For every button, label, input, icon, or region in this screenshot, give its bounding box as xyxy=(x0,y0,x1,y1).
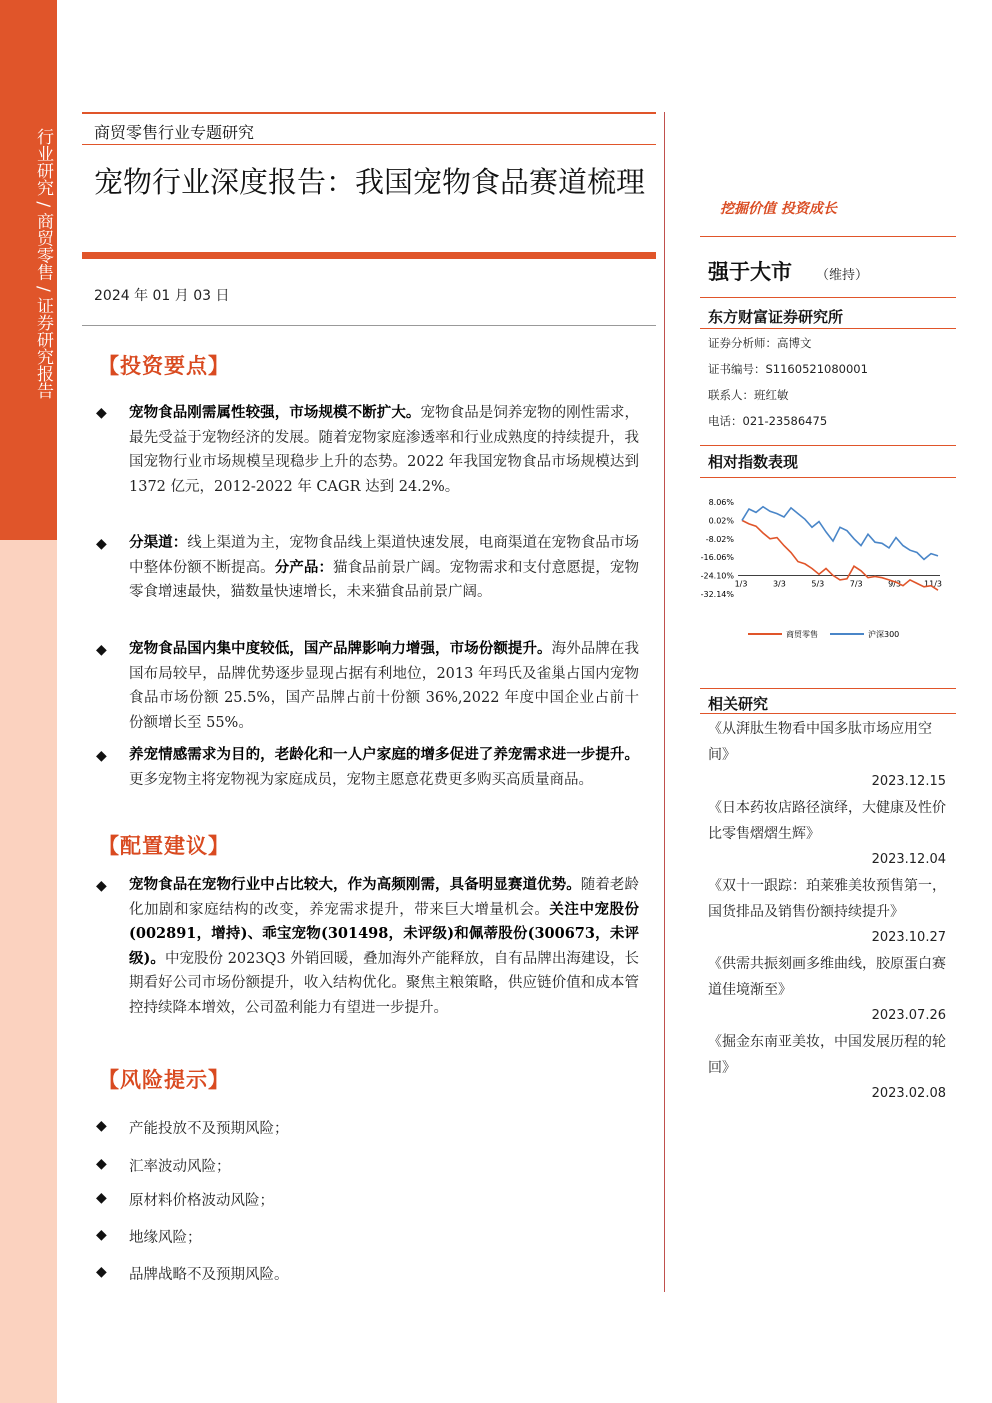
sidebar-band-light xyxy=(0,540,57,1403)
right-rule xyxy=(700,297,956,298)
date-rule xyxy=(82,325,656,326)
x-tick-label: 11/3 xyxy=(924,579,942,589)
report-series: 商贸零售行业专题研究 xyxy=(94,123,255,142)
report-title: 宠物行业深度报告：我国宠物食品赛道梳理 xyxy=(94,165,646,199)
related-report-date: 2023.12.04 xyxy=(871,852,946,867)
risk-item: 产能投放不及预期风险； xyxy=(129,1121,289,1137)
series-line xyxy=(742,507,938,560)
right-rule xyxy=(700,328,956,329)
y-tick-label: -24.10% xyxy=(700,571,734,581)
section-heading-config: 【配置建议】 xyxy=(98,833,230,858)
bullet-icon: ◆ xyxy=(96,536,107,552)
header-rule xyxy=(82,112,656,114)
y-tick-label: 0.02% xyxy=(708,516,734,526)
related-report-date: 2023.07.26 xyxy=(871,1008,946,1023)
report-date: 2024 年 01 月 03 日 xyxy=(94,288,230,304)
legend-label: 沪深300 xyxy=(868,630,900,639)
right-rule xyxy=(700,713,956,714)
risk-item: 品牌战略不及预期风险。 xyxy=(129,1267,289,1283)
sidebar-label: 行业研究 / 商贸零售 / 证券研究报告 xyxy=(33,128,53,400)
bullet-icon: ◆ xyxy=(96,405,107,421)
risk-item: 汇率波动风险； xyxy=(129,1159,231,1175)
section-heading-invest: 【投资要点】 xyxy=(98,353,230,378)
related-report-title[interactable]: 《从湃肽生物看中国多肽市场应用空间》 xyxy=(708,721,932,763)
related-report-date: 2023.12.15 xyxy=(871,774,946,789)
bullet-icon: ◆ xyxy=(96,642,107,658)
series-rule xyxy=(82,144,656,145)
risk-item: 地缘风险； xyxy=(129,1230,202,1246)
chart-heading: 相对指数表现 xyxy=(708,453,799,471)
x-tick-label: 1/3 xyxy=(734,579,748,589)
rating-sub: （维持） xyxy=(816,268,869,283)
point-paragraph: 养宠情感需求为目的，老龄化和一人户家庭的增多促进了养宠需求进一步提升。更多宠物主将宠物视为家庭成员，宠物主愿意花费更多购买高质量商品。 xyxy=(129,746,639,788)
right-rule xyxy=(700,445,956,446)
x-tick-label: 5/3 xyxy=(811,579,825,589)
bullet-icon: ◆ xyxy=(96,1156,107,1172)
related-heading: 相关研究 xyxy=(708,695,769,713)
related-report-date: 2023.02.08 xyxy=(871,1086,946,1101)
bullet-icon: ◆ xyxy=(96,1118,107,1134)
bullet-icon: ◆ xyxy=(96,1227,107,1243)
point-paragraph: 宠物食品刚需属性较强，市场规模不断扩大。宠物食品是饲养宠物的刚性需求，最先受益于宠物经济的发展。随着宠物家庭渗透率和行业成熟度的持续提升，我国宠物行业市场规模呈现稳步上升的态势。2022 年我国宠物食品市场规模达到 1372 亿元，2012-2022 年 CAGR 达到 24.2%。 xyxy=(129,404,639,495)
bullet-icon: ◆ xyxy=(96,1190,107,1206)
right-rule xyxy=(700,477,956,478)
y-tick-label: -32.14% xyxy=(700,590,734,599)
point-paragraph: 分渠道：线上渠道为主，宠物食品线上渠道快速发展，电商渠道在宠物食品市场中整体份额不断提高。分产品：猫食品前景广阔。宠物需求和支付意愿提，宠物零食增速最快，猫数量快速增长，未来猫食品前景广阔。 xyxy=(129,534,640,600)
x-tick-label: 7/3 xyxy=(849,579,863,589)
right-rule xyxy=(700,688,956,689)
related-report-title[interactable]: 《供需共振刻画多维曲线，胶原蛋白赛道佳境渐至》 xyxy=(708,956,946,998)
institution: 东方财富证券研究所 xyxy=(708,308,844,326)
y-tick-label: -8.02% xyxy=(705,534,734,544)
bullet-icon: ◆ xyxy=(96,1264,107,1280)
related-report-title[interactable]: 《双十一跟踪：珀莱雅美妆预售第一，国货排品及销售份额持续提升》 xyxy=(708,878,946,920)
bullet-icon: ◆ xyxy=(96,878,107,894)
phone: 电话：021-23586475 xyxy=(708,414,828,428)
series-line xyxy=(742,520,938,590)
section-heading-risk: 【风险提示】 xyxy=(98,1067,230,1092)
related-report-title[interactable]: 《日本药妆店路径演绎，大健康及性价比零售熠熠生辉》 xyxy=(708,800,946,842)
related-report-title[interactable]: 《掘金东南亚美妆，中国发展历程的轮回》 xyxy=(708,1034,946,1076)
point-paragraph: 宠物食品国内集中度较低，国产品牌影响力增强，市场份额提升。海外品牌在我国布局较早，品牌优势逐步显现占据有利地位，2013 年玛氏及雀巢占国内宠物食品市场份额 25.5%，国产品牌占前十份额 36%,2022 年度中国企业占前十份额增长至 55%。 xyxy=(129,640,640,731)
config-paragraph: 宠物食品在宠物行业中占比较大，作为高频刚需，具备明显赛道优势。随着老龄化加剧和家庭结构的改变，养宠需求提升，带来巨大增量机会。关注中宠股份(002891，增持)、乖宝宠物(301498，未评级)和佩蒂股份(300673，未评级)。中宠股份 2023Q3 外销回暖，叠加海外产能释放，自有品牌出海建设，长期看好公司市场份额提升，收入结构优化。聚焦主粮策略，供应链价值和成本管控持续降本增效，公司盈利能力有望进一步提升。 xyxy=(129,876,640,1016)
cert-number: 证书编号：S1160521080001 xyxy=(708,362,868,376)
analyst: 证券分析师：高博文 xyxy=(708,336,812,350)
bullet-icon: ◆ xyxy=(96,748,107,764)
x-tick-label: 9/3 xyxy=(888,579,902,589)
right-rule xyxy=(700,236,956,237)
rating: 强于大市 xyxy=(708,260,792,284)
contact: 联系人：班红敏 xyxy=(708,388,789,402)
related-report-date: 2023.10.27 xyxy=(871,930,946,945)
risk-item: 原材料价格波动风险； xyxy=(129,1193,274,1209)
slogan: 挖掘价值 投资成长 xyxy=(720,201,837,217)
column-divider xyxy=(664,112,665,1292)
y-tick-label: -16.06% xyxy=(700,553,734,563)
y-tick-label: 8.06% xyxy=(708,498,734,507)
title-bar xyxy=(82,252,656,259)
legend-label: 商贸零售 xyxy=(786,630,818,639)
relative-index-chart xyxy=(700,488,956,648)
x-tick-label: 3/3 xyxy=(772,579,786,589)
